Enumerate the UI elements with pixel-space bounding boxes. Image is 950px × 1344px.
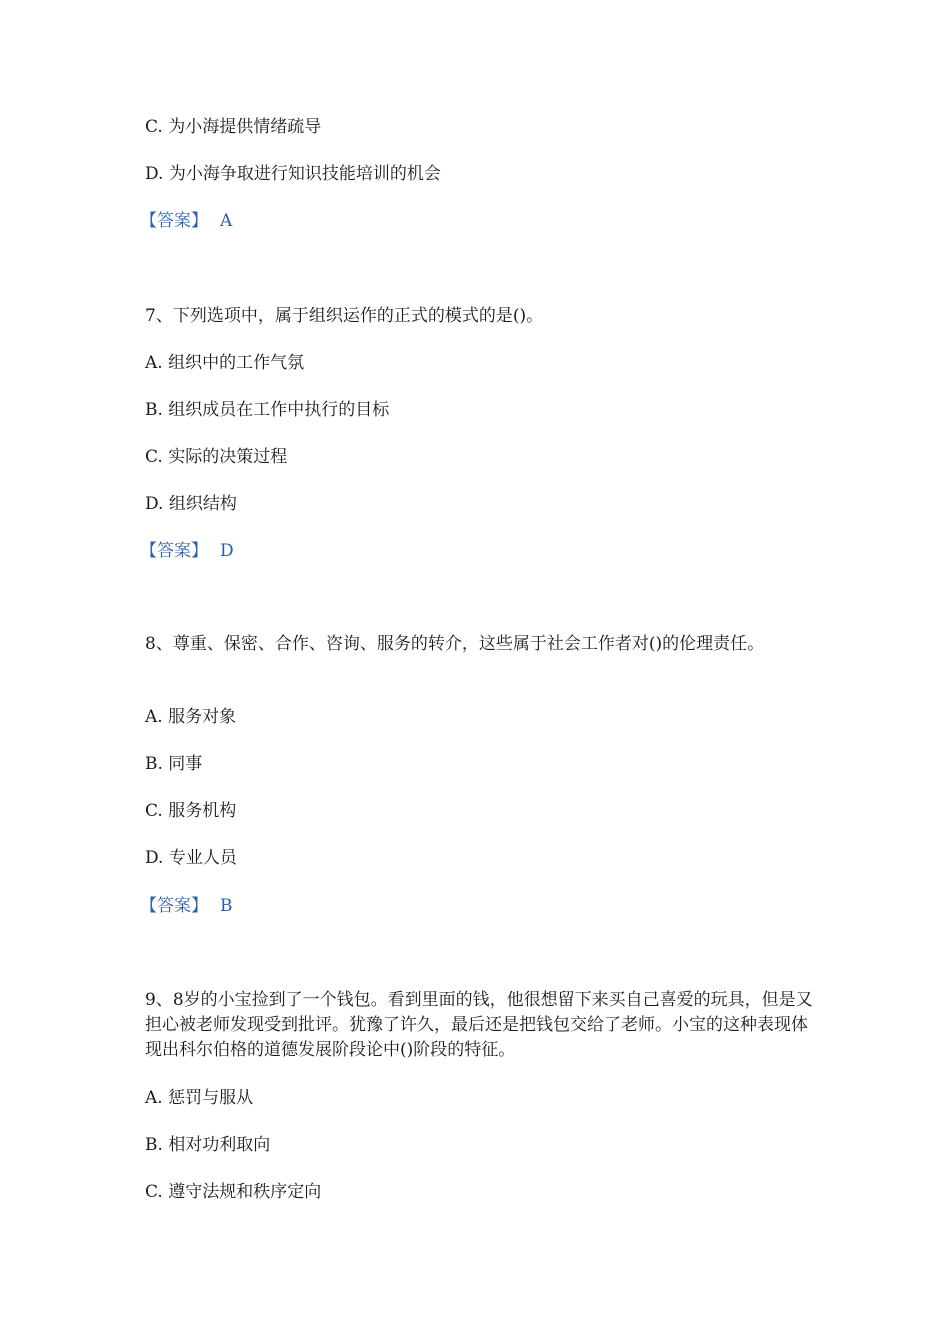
q7-question: 7、下列选项中，属于组织运作的正式的模式的是()。 [145, 306, 544, 326]
q8-option-a: A. 服务对象 [145, 707, 237, 727]
answer-value: A [220, 211, 233, 231]
q8-option-c: C. 服务机构 [145, 801, 237, 821]
q9-question: 9、8岁的小宝捡到了一个钱包。看到里面的钱，他很想留下来买自己喜爱的玩具，但是又担心被老师发现受到批评。犹豫了许久，最后还是把钱包交给了老师。小宝的这种表现体现出科尔伯格的道德发展阶段论中()阶段的特征。 [145, 990, 813, 1060]
answer-tag: 【答案】 [140, 896, 208, 916]
q7-answer [140, 539, 810, 563]
q9-option-c: C. 遵守法规和秩序定向 [145, 1182, 322, 1202]
answer-value: D [220, 541, 234, 561]
q9-option-b: B. 相对功利取向 [145, 1135, 271, 1155]
q6-answer [140, 209, 810, 233]
answer-tag: 【答案】 [140, 211, 208, 231]
answer-value: B [220, 896, 233, 916]
q6-option-d: D. 为小海争取进行知识技能培训的机会 [145, 164, 441, 184]
q8-question: 8、尊重、保密、合作、咨询、服务的转介，这些属于社会工作者对()的伦理责任。 [145, 634, 765, 654]
answer-tag: 【答案】 [140, 541, 208, 561]
q8-option-d: D. 专业人员 [145, 848, 237, 868]
q7-option-d: D. 组织结构 [145, 494, 237, 514]
q8-option-b: B. 同事 [145, 754, 203, 774]
q7-option-b: B. 组织成员在工作中执行的目标 [145, 400, 390, 420]
q7-option-a: A. 组织中的工作气氛 [145, 353, 305, 373]
q6-option-c: C. 为小海提供情绪疏导 [145, 117, 322, 137]
q7-option-c: C. 实际的决策过程 [145, 447, 288, 467]
q9-option-a: A. 惩罚与服从 [145, 1088, 254, 1108]
q8-answer [140, 894, 810, 918]
